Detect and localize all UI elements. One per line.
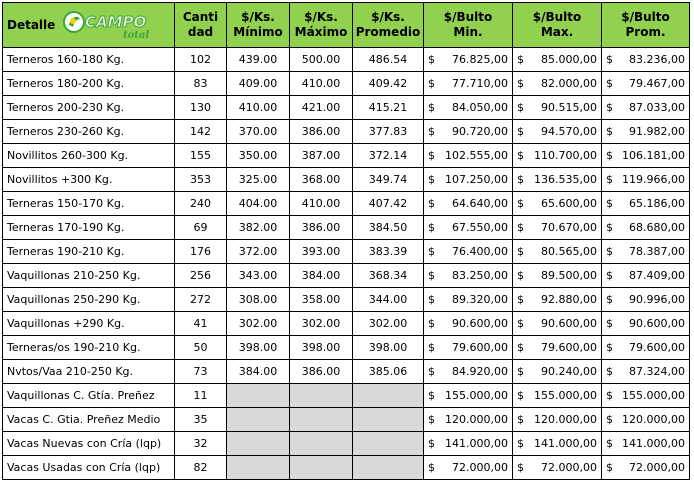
cell-bulto-prom bbox=[602, 192, 690, 216]
cell-ks-prom: 415.21 bbox=[353, 96, 424, 120]
currency-symbol: $ bbox=[428, 461, 435, 474]
currency-symbol: $ bbox=[606, 461, 613, 474]
currency-symbol: $ bbox=[606, 317, 613, 330]
currency-symbol: $ bbox=[517, 125, 524, 138]
currency-symbol: $ bbox=[517, 245, 524, 258]
money-value: 79.467,00 bbox=[629, 77, 685, 90]
cell-bulto-min bbox=[424, 408, 513, 432]
cell-detalle: Novillitos 260-300 Kg. bbox=[3, 144, 175, 168]
currency-symbol: $ bbox=[517, 389, 524, 402]
cell-bulto-max bbox=[513, 168, 602, 192]
cell-detalle: Terneros 200-230 Kg. bbox=[3, 96, 175, 120]
currency-symbol: $ bbox=[606, 437, 613, 450]
money-value: 155.000,00 bbox=[534, 389, 597, 402]
logo-sub-text: total bbox=[123, 30, 150, 40]
money-value: 89.320,00 bbox=[452, 293, 508, 306]
currency-symbol: $ bbox=[606, 269, 613, 282]
cell-ks-prom: 372.14 bbox=[353, 144, 424, 168]
cell-detalle: Novillitos +300 Kg. bbox=[3, 168, 175, 192]
money-value: 64.640,00 bbox=[452, 197, 508, 210]
currency-symbol: $ bbox=[428, 389, 435, 402]
cell-detalle: Vaquillonas 250-290 Kg. bbox=[3, 288, 175, 312]
cell-bulto-min bbox=[424, 384, 513, 408]
currency-symbol: $ bbox=[428, 125, 435, 138]
cell-ks-min: 409.00 bbox=[227, 72, 290, 96]
cell-ks-min: 343.00 bbox=[227, 264, 290, 288]
currency-symbol: $ bbox=[606, 101, 613, 114]
cell-ks-max: 386.00 bbox=[290, 216, 353, 240]
currency-symbol: $ bbox=[428, 317, 435, 330]
currency-symbol: $ bbox=[606, 389, 613, 402]
cell-ks-max: 393.00 bbox=[290, 240, 353, 264]
money-value: 106.181,00 bbox=[622, 149, 685, 162]
header-row bbox=[3, 3, 690, 48]
cell-detalle: Vaquillonas 210-250 Kg. bbox=[3, 264, 175, 288]
currency-symbol: $ bbox=[428, 221, 435, 234]
money-value: 89.500,00 bbox=[541, 269, 597, 282]
currency-symbol: $ bbox=[428, 341, 435, 354]
logo-main-text: CAMPO bbox=[85, 13, 147, 31]
cell-ks-min: 325.00 bbox=[227, 168, 290, 192]
cell-ks-max: 410.00 bbox=[290, 192, 353, 216]
currency-symbol: $ bbox=[517, 77, 524, 90]
header-ks-max: $/Ks. Máximo bbox=[290, 3, 353, 48]
cell-bulto-min bbox=[424, 120, 513, 144]
currency-symbol: $ bbox=[606, 221, 613, 234]
cell-ks-min-empty bbox=[227, 384, 290, 408]
cell-ks-min: 384.00 bbox=[227, 360, 290, 384]
cell-ks-max: 368.00 bbox=[290, 168, 353, 192]
cell-detalle: Terneros 230-260 Kg. bbox=[3, 120, 175, 144]
table-row bbox=[3, 312, 690, 336]
currency-symbol: $ bbox=[606, 53, 613, 66]
cell-ks-max-empty bbox=[290, 408, 353, 432]
currency-symbol: $ bbox=[517, 269, 524, 282]
table-row bbox=[3, 192, 690, 216]
currency-symbol: $ bbox=[606, 413, 613, 426]
currency-symbol: $ bbox=[517, 149, 524, 162]
cell-bulto-min bbox=[424, 312, 513, 336]
cell-detalle: Vacas Nuevas con Cría (lqp) bbox=[3, 432, 175, 456]
cell-cantidad: 82 bbox=[175, 456, 227, 480]
money-value: 141.000,00 bbox=[534, 437, 597, 450]
cell-ks-min-empty bbox=[227, 408, 290, 432]
money-value: 102.555,00 bbox=[445, 149, 508, 162]
cell-ks-prom: 383.39 bbox=[353, 240, 424, 264]
cell-ks-min-empty bbox=[227, 456, 290, 480]
cell-ks-prom: 407.42 bbox=[353, 192, 424, 216]
campo-total-logo-graphic bbox=[61, 10, 165, 40]
cell-cantidad: 32 bbox=[175, 432, 227, 456]
cell-cantidad: 272 bbox=[175, 288, 227, 312]
cell-bulto-prom bbox=[602, 264, 690, 288]
cell-ks-prom: 385.06 bbox=[353, 360, 424, 384]
cell-bulto-min bbox=[424, 264, 513, 288]
table-row bbox=[3, 216, 690, 240]
money-value: 155.000,00 bbox=[445, 389, 508, 402]
money-value: 90.240,00 bbox=[541, 365, 597, 378]
cell-bulto-prom bbox=[602, 120, 690, 144]
cell-bulto-max bbox=[513, 192, 602, 216]
money-value: 120.000,00 bbox=[534, 413, 597, 426]
cell-bulto-max bbox=[513, 408, 602, 432]
cell-ks-max: 386.00 bbox=[290, 360, 353, 384]
currency-symbol: $ bbox=[517, 341, 524, 354]
cell-cantidad: 353 bbox=[175, 168, 227, 192]
cell-ks-max: 410.00 bbox=[290, 72, 353, 96]
cell-bulto-max bbox=[513, 360, 602, 384]
money-value: 79.600,00 bbox=[629, 341, 685, 354]
cell-bulto-min bbox=[424, 360, 513, 384]
money-value: 90.720,00 bbox=[452, 125, 508, 138]
cell-bulto-min bbox=[424, 48, 513, 72]
money-value: 79.600,00 bbox=[452, 341, 508, 354]
cell-ks-max: 500.00 bbox=[290, 48, 353, 72]
table-row bbox=[3, 48, 690, 72]
cell-detalle: Terneros 180-200 Kg. bbox=[3, 72, 175, 96]
cell-cantidad: 83 bbox=[175, 72, 227, 96]
table-row bbox=[3, 240, 690, 264]
money-value: 67.550,00 bbox=[452, 221, 508, 234]
cell-ks-min: 410.00 bbox=[227, 96, 290, 120]
money-value: 92.880,00 bbox=[541, 293, 597, 306]
currency-symbol: $ bbox=[428, 77, 435, 90]
cell-cantidad: 69 bbox=[175, 216, 227, 240]
cell-cantidad: 41 bbox=[175, 312, 227, 336]
money-value: 90.515,00 bbox=[541, 101, 597, 114]
cell-ks-prom-empty bbox=[353, 408, 424, 432]
currency-symbol: $ bbox=[428, 293, 435, 306]
cell-bulto-prom bbox=[602, 408, 690, 432]
money-value: 141.000,00 bbox=[622, 437, 685, 450]
currency-symbol: $ bbox=[428, 173, 435, 186]
header-bulto-min: $/Bulto Min. bbox=[424, 3, 513, 48]
cell-bulto-prom bbox=[602, 384, 690, 408]
money-value: 91.982,00 bbox=[629, 125, 685, 138]
currency-symbol: $ bbox=[428, 269, 435, 282]
money-value: 72.000,00 bbox=[629, 461, 685, 474]
header-detalle-label: Detalle bbox=[7, 17, 56, 32]
cell-cantidad: 256 bbox=[175, 264, 227, 288]
money-value: 84.920,00 bbox=[452, 365, 508, 378]
cell-cantidad: 155 bbox=[175, 144, 227, 168]
cell-bulto-min bbox=[424, 456, 513, 480]
money-value: 90.600,00 bbox=[452, 317, 508, 330]
table-row bbox=[3, 144, 690, 168]
cell-bulto-prom bbox=[602, 216, 690, 240]
cell-bulto-prom bbox=[602, 312, 690, 336]
cell-bulto-max bbox=[513, 456, 602, 480]
currency-symbol: $ bbox=[606, 245, 613, 258]
cell-detalle: Vacas C. Gtia. Preñez Medio bbox=[3, 408, 175, 432]
cell-bulto-prom bbox=[602, 288, 690, 312]
cell-ks-min: 350.00 bbox=[227, 144, 290, 168]
money-value: 107.250,00 bbox=[445, 173, 508, 186]
cell-bulto-max bbox=[513, 384, 602, 408]
price-table bbox=[2, 2, 690, 480]
cell-ks-max: 358.00 bbox=[290, 288, 353, 312]
money-value: 68.680,00 bbox=[629, 221, 685, 234]
cell-cantidad: 102 bbox=[175, 48, 227, 72]
currency-symbol: $ bbox=[428, 197, 435, 210]
cell-detalle: Terneras/os 190-210 Kg. bbox=[3, 336, 175, 360]
currency-symbol: $ bbox=[428, 365, 435, 378]
cell-ks-max: 387.00 bbox=[290, 144, 353, 168]
cell-bulto-min bbox=[424, 144, 513, 168]
money-value: 65.600,00 bbox=[541, 197, 597, 210]
cell-ks-prom: 349.74 bbox=[353, 168, 424, 192]
currency-symbol: $ bbox=[517, 293, 524, 306]
cell-bulto-max bbox=[513, 264, 602, 288]
cell-bulto-min bbox=[424, 72, 513, 96]
money-value: 120.000,00 bbox=[622, 413, 685, 426]
table-row bbox=[3, 432, 690, 456]
cell-ks-max: 386.00 bbox=[290, 120, 353, 144]
cell-detalle: Terneras 150-170 Kg. bbox=[3, 192, 175, 216]
cell-ks-min: 404.00 bbox=[227, 192, 290, 216]
cell-detalle: Terneras 190-210 Kg. bbox=[3, 240, 175, 264]
money-value: 79.600,00 bbox=[541, 341, 597, 354]
cell-detalle: Terneras 170-190 Kg. bbox=[3, 216, 175, 240]
table-row bbox=[3, 288, 690, 312]
currency-symbol: $ bbox=[428, 101, 435, 114]
money-value: 85.000,00 bbox=[541, 53, 597, 66]
currency-symbol: $ bbox=[606, 173, 613, 186]
cell-ks-min: 439.00 bbox=[227, 48, 290, 72]
header-ks-prom: $/Ks. Promedio bbox=[353, 3, 424, 48]
cell-bulto-min bbox=[424, 288, 513, 312]
cell-ks-prom: 377.83 bbox=[353, 120, 424, 144]
cell-bulto-prom bbox=[602, 168, 690, 192]
money-value: 90.996,00 bbox=[629, 293, 685, 306]
cell-bulto-prom bbox=[602, 144, 690, 168]
cell-bulto-max bbox=[513, 216, 602, 240]
cell-ks-prom-empty bbox=[353, 456, 424, 480]
cell-bulto-max bbox=[513, 432, 602, 456]
table-body bbox=[3, 48, 690, 480]
money-value: 87.324,00 bbox=[629, 365, 685, 378]
cell-bulto-min bbox=[424, 432, 513, 456]
price-table-container bbox=[2, 2, 690, 480]
cell-cantidad: 142 bbox=[175, 120, 227, 144]
currency-symbol: $ bbox=[606, 149, 613, 162]
cell-ks-prom: 368.34 bbox=[353, 264, 424, 288]
money-value: 84.050,00 bbox=[452, 101, 508, 114]
currency-symbol: $ bbox=[606, 293, 613, 306]
money-value: 155.000,00 bbox=[622, 389, 685, 402]
cell-bulto-min bbox=[424, 216, 513, 240]
cell-bulto-prom bbox=[602, 48, 690, 72]
cell-ks-prom: 302.00 bbox=[353, 312, 424, 336]
money-value: 72.000,00 bbox=[452, 461, 508, 474]
table-row bbox=[3, 96, 690, 120]
cell-cantidad: 50 bbox=[175, 336, 227, 360]
currency-symbol: $ bbox=[606, 77, 613, 90]
cell-bulto-min bbox=[424, 240, 513, 264]
currency-symbol: $ bbox=[517, 413, 524, 426]
cell-bulto-max bbox=[513, 312, 602, 336]
cell-ks-min: 382.00 bbox=[227, 216, 290, 240]
cell-cantidad: 176 bbox=[175, 240, 227, 264]
table-row bbox=[3, 408, 690, 432]
currency-symbol: $ bbox=[428, 149, 435, 162]
currency-symbol: $ bbox=[517, 197, 524, 210]
cell-ks-max-empty bbox=[290, 456, 353, 480]
cell-ks-max: 302.00 bbox=[290, 312, 353, 336]
header-cantidad: Canti dad bbox=[175, 3, 227, 48]
cell-bulto-max bbox=[513, 48, 602, 72]
cell-ks-min: 370.00 bbox=[227, 120, 290, 144]
cell-bulto-prom bbox=[602, 336, 690, 360]
cell-bulto-max bbox=[513, 120, 602, 144]
money-value: 76.400,00 bbox=[452, 245, 508, 258]
money-value: 94.570,00 bbox=[541, 125, 597, 138]
money-value: 90.600,00 bbox=[629, 317, 685, 330]
money-value: 110.700,00 bbox=[534, 149, 597, 162]
currency-symbol: $ bbox=[517, 221, 524, 234]
cell-cantidad: 11 bbox=[175, 384, 227, 408]
currency-symbol: $ bbox=[606, 341, 613, 354]
cell-bulto-prom bbox=[602, 360, 690, 384]
cell-ks-min: 372.00 bbox=[227, 240, 290, 264]
currency-symbol: $ bbox=[428, 245, 435, 258]
currency-symbol: $ bbox=[517, 461, 524, 474]
table-row bbox=[3, 120, 690, 144]
cell-ks-prom: 409.42 bbox=[353, 72, 424, 96]
table-row bbox=[3, 456, 690, 480]
cell-bulto-prom bbox=[602, 240, 690, 264]
cell-bulto-prom bbox=[602, 456, 690, 480]
cell-detalle: Nvtos/Vaa 210-250 Kg. bbox=[3, 360, 175, 384]
cell-ks-min: 302.00 bbox=[227, 312, 290, 336]
money-value: 136.535,00 bbox=[534, 173, 597, 186]
money-value: 77.710,00 bbox=[452, 77, 508, 90]
cell-ks-prom: 486.54 bbox=[353, 48, 424, 72]
cell-bulto-max bbox=[513, 144, 602, 168]
header-ks-min: $/Ks. Mínimo bbox=[227, 3, 290, 48]
money-value: 72.000,00 bbox=[541, 461, 597, 474]
cell-ks-min: 308.00 bbox=[227, 288, 290, 312]
cell-bulto-max bbox=[513, 336, 602, 360]
table-row bbox=[3, 72, 690, 96]
cell-ks-max-empty bbox=[290, 432, 353, 456]
cell-ks-max-empty bbox=[290, 384, 353, 408]
cell-cantidad: 35 bbox=[175, 408, 227, 432]
money-value: 70.670,00 bbox=[541, 221, 597, 234]
cell-ks-min-empty bbox=[227, 432, 290, 456]
money-value: 120.000,00 bbox=[445, 413, 508, 426]
money-value: 65.186,00 bbox=[629, 197, 685, 210]
campo-total-logo bbox=[61, 10, 165, 40]
cell-bulto-max bbox=[513, 96, 602, 120]
cell-bulto-prom bbox=[602, 432, 690, 456]
header-bulto-prom: $/Bulto Prom. bbox=[602, 3, 690, 48]
cell-bulto-min bbox=[424, 168, 513, 192]
money-value: 141.000,00 bbox=[445, 437, 508, 450]
table-row bbox=[3, 360, 690, 384]
header-detalle bbox=[3, 3, 175, 48]
money-value: 80.565,00 bbox=[541, 245, 597, 258]
currency-symbol: $ bbox=[428, 53, 435, 66]
cell-bulto-prom bbox=[602, 96, 690, 120]
money-value: 90.600,00 bbox=[541, 317, 597, 330]
header-bulto-max: $/Bulto Max. bbox=[513, 3, 602, 48]
currency-symbol: $ bbox=[517, 365, 524, 378]
money-value: 87.033,00 bbox=[629, 101, 685, 114]
money-value: 82.000,00 bbox=[541, 77, 597, 90]
money-value: 76.825,00 bbox=[452, 53, 508, 66]
cell-bulto-prom bbox=[602, 72, 690, 96]
cell-cantidad: 73 bbox=[175, 360, 227, 384]
cell-cantidad: 130 bbox=[175, 96, 227, 120]
currency-symbol: $ bbox=[517, 53, 524, 66]
cell-bulto-max bbox=[513, 288, 602, 312]
cell-ks-prom: 384.50 bbox=[353, 216, 424, 240]
cell-bulto-min bbox=[424, 96, 513, 120]
cell-cantidad: 240 bbox=[175, 192, 227, 216]
cell-bulto-min bbox=[424, 336, 513, 360]
table-row bbox=[3, 336, 690, 360]
cell-detalle: Vacas Usadas con Cría (lqp) bbox=[3, 456, 175, 480]
money-value: 83.236,00 bbox=[629, 53, 685, 66]
cell-bulto-min bbox=[424, 192, 513, 216]
table-row bbox=[3, 264, 690, 288]
cell-detalle: Terneros 160-180 Kg. bbox=[3, 48, 175, 72]
cell-ks-prom: 398.00 bbox=[353, 336, 424, 360]
currency-symbol: $ bbox=[517, 437, 524, 450]
money-value: 119.966,00 bbox=[622, 173, 685, 186]
cell-ks-prom: 344.00 bbox=[353, 288, 424, 312]
cell-ks-prom-empty bbox=[353, 432, 424, 456]
currency-symbol: $ bbox=[428, 437, 435, 450]
currency-symbol: $ bbox=[517, 317, 524, 330]
currency-symbol: $ bbox=[517, 101, 524, 114]
cell-detalle: Vaquillonas +290 Kg. bbox=[3, 312, 175, 336]
table-row bbox=[3, 384, 690, 408]
table-row bbox=[3, 168, 690, 192]
money-value: 83.250,00 bbox=[452, 269, 508, 282]
cell-bulto-max bbox=[513, 72, 602, 96]
cell-bulto-max bbox=[513, 240, 602, 264]
cell-ks-max: 384.00 bbox=[290, 264, 353, 288]
currency-symbol: $ bbox=[606, 365, 613, 378]
currency-symbol: $ bbox=[606, 125, 613, 138]
currency-symbol: $ bbox=[517, 173, 524, 186]
cell-detalle: Vaquillonas C. Gtía. Preñez bbox=[3, 384, 175, 408]
currency-symbol: $ bbox=[428, 413, 435, 426]
cell-ks-prom-empty bbox=[353, 384, 424, 408]
cell-ks-max: 398.00 bbox=[290, 336, 353, 360]
cell-ks-min: 398.00 bbox=[227, 336, 290, 360]
money-value: 87.409,00 bbox=[629, 269, 685, 282]
money-value: 78.387,00 bbox=[629, 245, 685, 258]
cell-ks-max: 421.00 bbox=[290, 96, 353, 120]
currency-symbol: $ bbox=[606, 197, 613, 210]
